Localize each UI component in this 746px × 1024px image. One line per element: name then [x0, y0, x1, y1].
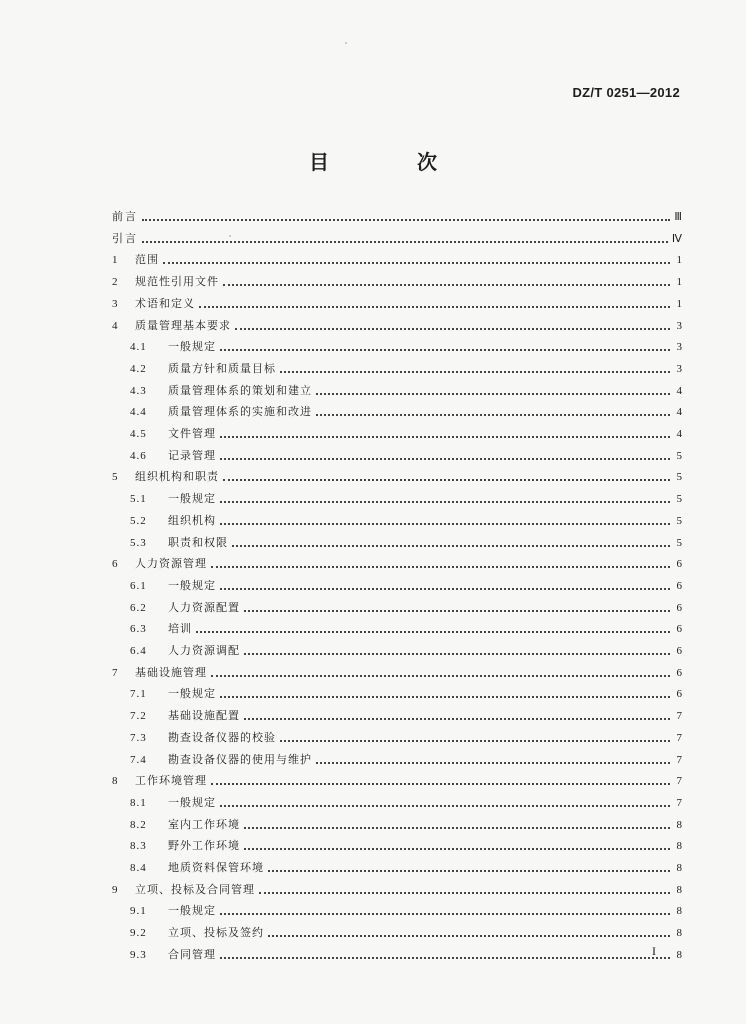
toc-entry-number: 6.2: [130, 602, 147, 614]
toc-entry-number: 6.1: [130, 580, 147, 592]
toc-entry-page: 6: [676, 602, 682, 614]
toc-entry[interactable]: [112, 271, 682, 289]
scan-speck: [229, 235, 231, 237]
toc-entry[interactable]: [112, 770, 682, 788]
toc-entry-number: 9: [112, 884, 118, 896]
toc-entry-label: 职责和权限: [168, 536, 228, 549]
toc-entry[interactable]: [130, 618, 682, 636]
toc-leader-dots: [316, 761, 670, 764]
toc-entry[interactable]: [130, 792, 682, 810]
toc-entry-number: 7.1: [130, 688, 147, 700]
toc-entry-page: 4: [676, 428, 682, 440]
toc-leader-dots: [220, 804, 670, 807]
toc-entry-number: 5.3: [130, 537, 147, 549]
toc-entry[interactable]: [130, 532, 682, 550]
toc-entry-number: 1: [112, 254, 118, 266]
toc-entry[interactable]: [112, 206, 682, 224]
toc-entry-label: 基础设施管理: [135, 666, 207, 679]
toc-leader-dots: [220, 500, 670, 503]
toc-entry[interactable]: [130, 575, 682, 593]
toc-entry-number: 4.6: [130, 450, 147, 462]
toc-entry-label: 勘查设备仪器的使用与维护: [168, 753, 312, 766]
toc-entry-page: Ⅲ: [674, 211, 682, 223]
toc-leader-dots: [244, 717, 670, 720]
toc-entry[interactable]: [130, 727, 682, 745]
toc-entry-number: 6: [112, 558, 118, 570]
toc-entry-label: 勘查设备仪器的校验: [168, 731, 276, 744]
toc-entry[interactable]: [130, 358, 682, 376]
toc-entry-label: 记录管理: [168, 449, 216, 462]
toc-entry-label: 前言: [112, 210, 138, 223]
toc-entry[interactable]: [130, 683, 682, 701]
toc-entry-label: 基础设施配置: [168, 709, 240, 722]
toc-entry-page: 4: [676, 385, 682, 397]
toc-leader-dots: [223, 283, 670, 286]
toc-entry-label: 一般规定: [168, 904, 216, 917]
toc-entry-number: 4: [112, 320, 118, 332]
toc-entry-number: 9.3: [130, 949, 147, 961]
toc-entry-label: 组织机构和职责: [135, 470, 219, 483]
toc-entry-label: 立项、投标及签约: [168, 926, 264, 939]
toc-entry-label: 范围: [135, 253, 159, 266]
toc-entry[interactable]: [130, 705, 682, 723]
toc-entry-label: 室内工作环境: [168, 818, 240, 831]
scan-speck: [345, 42, 347, 44]
toc-entry[interactable]: [130, 944, 682, 962]
toc-entry-page: 7: [676, 710, 682, 722]
toc-entry-page: 7: [676, 775, 682, 787]
toc-entry-page: 1: [676, 254, 682, 266]
toc-entry-number: 7.4: [130, 754, 147, 766]
toc-leader-dots: [268, 934, 670, 937]
toc-entry-page: 4: [676, 406, 682, 418]
toc-entry-number: 9.1: [130, 905, 147, 917]
toc-entry-number: 5.2: [130, 515, 147, 527]
toc-leader-dots: [280, 739, 670, 742]
toc-entry[interactable]: [130, 835, 682, 853]
toc-entry-number: 4.3: [130, 385, 147, 397]
toc-entry-label: 规范性引用文件: [135, 275, 219, 288]
toc-leader-dots: [244, 609, 670, 612]
toc-leader-dots: [211, 782, 670, 785]
toc-leader-dots: [142, 240, 668, 243]
toc-leader-dots: [196, 630, 670, 633]
toc-leader-dots: [211, 565, 670, 568]
toc-leader-dots: [316, 413, 670, 416]
toc-entry-number: 7: [112, 667, 118, 679]
toc-entry-page: 3: [676, 341, 682, 353]
toc-entry-label: 培训: [168, 622, 192, 635]
toc-entry-number: 4.5: [130, 428, 147, 440]
toc-entry[interactable]: [130, 445, 682, 463]
toc-entry[interactable]: [112, 315, 682, 333]
toc-entry-label: 质量管理体系的策划和建立: [168, 384, 312, 397]
toc-entry-page: 8: [676, 884, 682, 896]
toc-leader-dots: [220, 435, 670, 438]
toc-leader-dots: [220, 695, 670, 698]
toc-entry[interactable]: [130, 423, 682, 441]
toc-entry[interactable]: [130, 922, 682, 940]
toc-leader-dots: [211, 674, 670, 677]
toc-entry[interactable]: [130, 814, 682, 832]
toc-entry-number: 4.4: [130, 406, 147, 418]
toc-leader-dots: [220, 522, 670, 525]
toc-entry-page: 6: [676, 558, 682, 570]
toc-entry[interactable]: [130, 597, 682, 615]
toc-entry-label: 工作环境管理: [135, 774, 207, 787]
document-number: DZ/T 0251—2012: [572, 85, 680, 100]
toc-leader-dots: [220, 587, 670, 590]
toc-entry-label: 引言: [112, 232, 138, 245]
toc-entry-label: 地质资料保管环境: [168, 861, 264, 874]
toc-entry[interactable]: [130, 900, 682, 918]
page-title: 目 次: [309, 150, 471, 174]
toc-entry-number: 6.3: [130, 623, 147, 635]
toc-entry-page: 7: [676, 754, 682, 766]
toc-leader-dots: [163, 261, 670, 264]
toc-entry-label: 术语和定义: [135, 297, 195, 310]
toc-entry[interactable]: [112, 879, 682, 897]
toc-entry-number: 2: [112, 276, 118, 288]
toc-entry[interactable]: [112, 662, 682, 680]
toc-entry-label: 人力资源管理: [135, 557, 207, 570]
toc-entry[interactable]: [112, 249, 682, 267]
toc-entry-page: 3: [676, 363, 682, 375]
toc-leader-dots: [223, 478, 670, 481]
toc-entry-page: 5: [676, 450, 682, 462]
toc-entry[interactable]: [130, 510, 682, 528]
toc-entry-number: 3: [112, 298, 118, 310]
toc-entry-number: 8: [112, 775, 118, 787]
toc-entry-number: 7.2: [130, 710, 147, 722]
toc-entry-page: 8: [676, 862, 682, 874]
toc-entry[interactable]: [130, 336, 682, 354]
toc-entry-page: 1: [676, 276, 682, 288]
toc-entry-number: 5: [112, 471, 118, 483]
toc-leader-dots: [259, 891, 670, 894]
toc-leader-dots: [244, 826, 670, 829]
toc-entry[interactable]: [130, 749, 682, 767]
toc-entry-label: 质量管理基本要求: [135, 319, 231, 332]
toc-entry-page: 8: [676, 905, 682, 917]
toc-entry-page: 8: [676, 927, 682, 939]
toc-entry-page: 8: [676, 819, 682, 831]
toc-entry-label: 人力资源调配: [168, 644, 240, 657]
toc-leader-dots: [220, 912, 670, 915]
toc-leader-dots: [244, 652, 670, 655]
toc-entry-page: 3: [676, 320, 682, 332]
toc-entry-page: 8: [676, 949, 682, 961]
toc-entry-page: 5: [676, 537, 682, 549]
toc-entry-number: 8.3: [130, 840, 147, 852]
toc-entry-label: 立项、投标及合同管理: [135, 883, 255, 896]
toc-entry-label: 人力资源配置: [168, 601, 240, 614]
toc-entry[interactable]: [130, 857, 682, 875]
toc-entry[interactable]: [130, 640, 682, 658]
toc-entry-label: 一般规定: [168, 340, 216, 353]
toc-entry-number: 9.2: [130, 927, 147, 939]
toc-entry-page: Ⅳ: [671, 233, 682, 245]
toc-leader-dots: [142, 218, 670, 221]
toc-entry-number: 4.2: [130, 363, 147, 375]
toc-entry-number: 4.1: [130, 341, 147, 353]
toc-entry[interactable]: [130, 401, 682, 419]
toc-entry-page: 5: [676, 493, 682, 505]
toc-entry-page: 6: [676, 645, 682, 657]
toc-entry-number: 5.1: [130, 493, 147, 505]
toc-entry-page: 6: [676, 667, 682, 679]
toc-entry-page: 7: [676, 732, 682, 744]
toc-entry-label: 一般规定: [168, 492, 216, 505]
toc-leader-dots: [316, 392, 670, 395]
toc-entry-number: 7.3: [130, 732, 147, 744]
toc-entry-label: 文件管理: [168, 427, 216, 440]
toc-entry[interactable]: [130, 488, 682, 506]
toc-leader-dots: [220, 348, 670, 351]
toc-entry-label: 质量方针和质量目标: [168, 362, 276, 375]
toc-leader-dots: [199, 305, 670, 308]
toc-leader-dots: [268, 869, 670, 872]
toc-entry-label: 一般规定: [168, 796, 216, 809]
toc-entry-page: 6: [676, 688, 682, 700]
toc-entry-label: 合同管理: [168, 948, 216, 961]
toc-entry[interactable]: [130, 380, 682, 398]
toc-entry-page: 8: [676, 840, 682, 852]
toc-entry-number: 6.4: [130, 645, 147, 657]
toc-leader-dots: [235, 327, 670, 330]
toc-entry[interactable]: [112, 553, 682, 571]
toc-entry-number: 8.4: [130, 862, 147, 874]
page-number: I: [652, 944, 656, 958]
toc-entry-number: 8.2: [130, 819, 147, 831]
toc-entry-number: 8.1: [130, 797, 147, 809]
toc-entry-page: 7: [676, 797, 682, 809]
toc-entry-page: 6: [676, 623, 682, 635]
toc-entry[interactable]: [112, 228, 682, 246]
toc-leader-dots: [232, 544, 670, 547]
toc-leader-dots: [220, 457, 670, 460]
toc-entry-page: 5: [676, 471, 682, 483]
toc-entry-label: 野外工作环境: [168, 839, 240, 852]
toc-leader-dots: [244, 847, 670, 850]
toc-leader-dots: [280, 370, 670, 373]
toc-entry-label: 质量管理体系的实施和改进: [168, 405, 312, 418]
toc-entry[interactable]: [112, 466, 682, 484]
toc-entry[interactable]: [112, 293, 682, 311]
toc-entry-label: 组织机构: [168, 514, 216, 527]
toc-entry-page: 1: [676, 298, 682, 310]
toc-entry-page: 5: [676, 515, 682, 527]
toc-leader-dots: [220, 956, 670, 959]
toc-entry-label: 一般规定: [168, 687, 216, 700]
toc-entry-label: 一般规定: [168, 579, 216, 592]
toc-entry-page: 6: [676, 580, 682, 592]
